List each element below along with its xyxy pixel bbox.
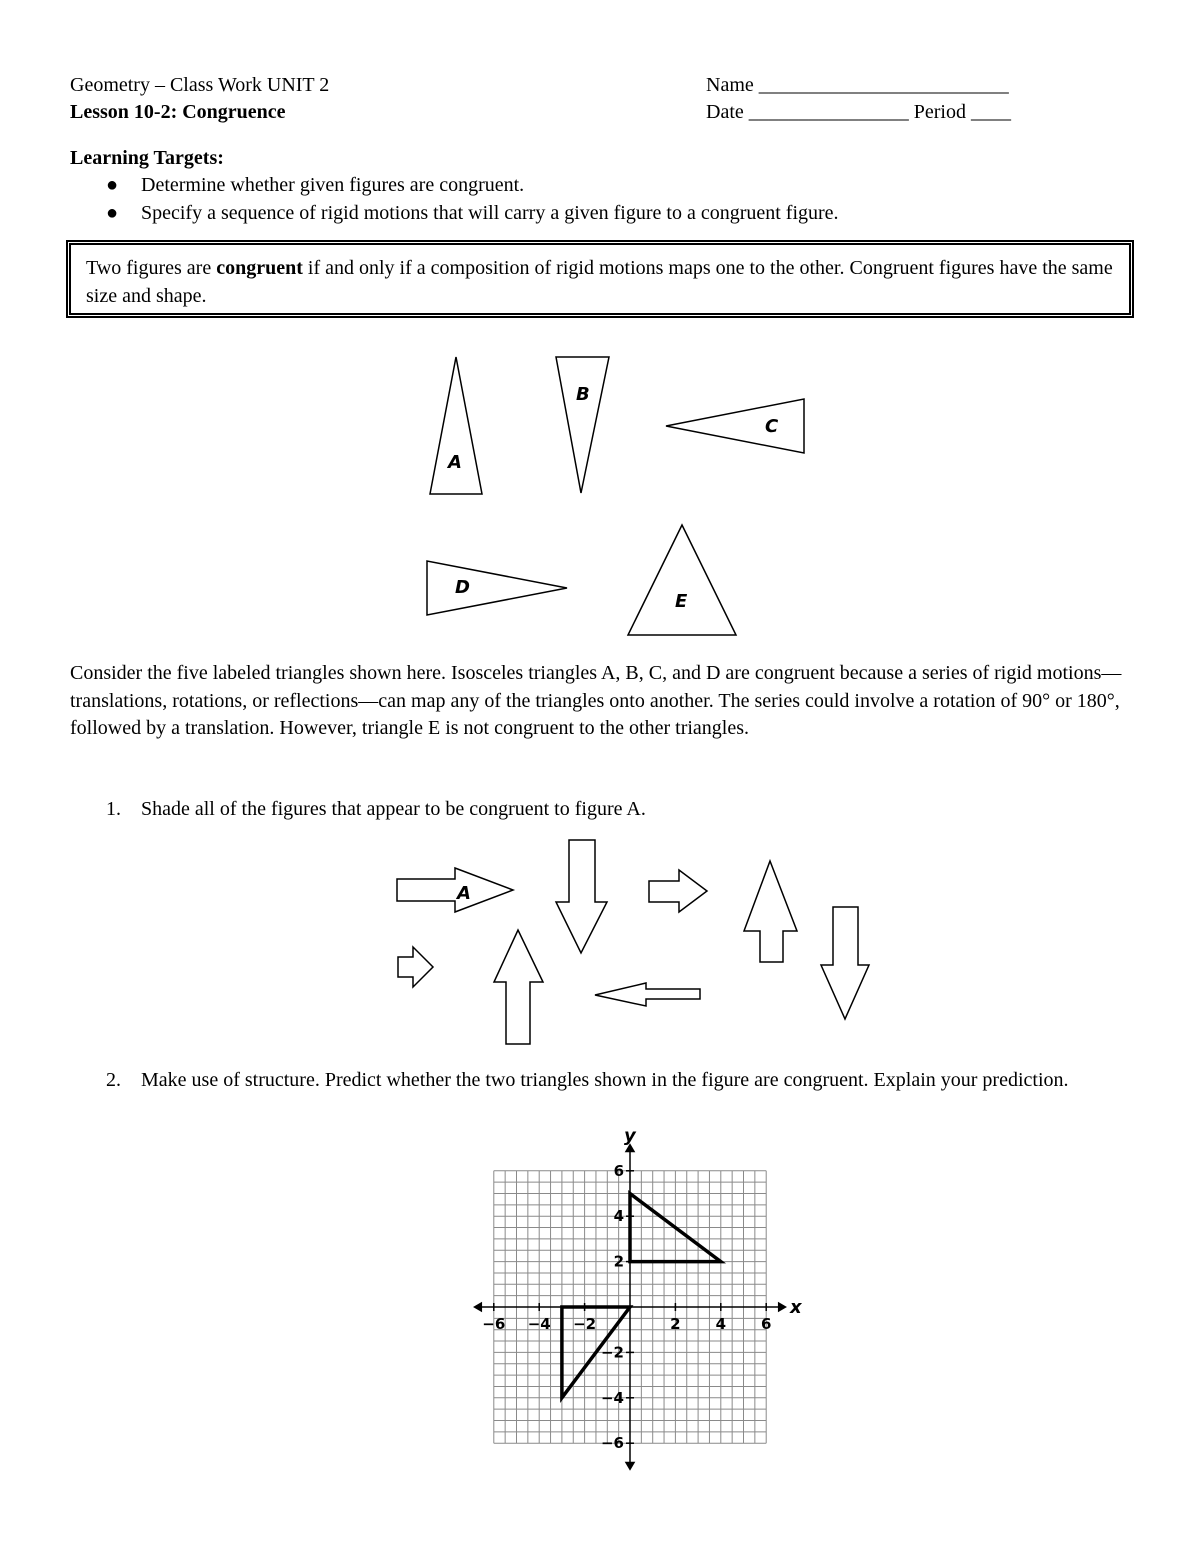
targets-heading: Learning Targets: [70, 147, 224, 169]
target-item: Specify a sequence of rigid motions that will carry a given figure to a congruent figure. [141, 202, 839, 224]
x-tick-label: 2 [670, 1315, 681, 1333]
y-tick-label: −6 [600, 1434, 624, 1453]
y-tick-label: −4 [600, 1388, 624, 1407]
question-2-number: 2. [106, 1069, 121, 1091]
y-tick-label: −2 [600, 1343, 624, 1362]
x-tick-label: −2 [573, 1315, 597, 1333]
definition-term: congruent [216, 257, 303, 279]
name-blank[interactable]: _________________________ [758, 74, 1009, 96]
period-blank[interactable]: ____ [970, 101, 1011, 123]
x-tick-label: −4 [527, 1315, 551, 1333]
name-label: Name [706, 74, 754, 96]
lesson-title: Lesson 10-2: Congruence [70, 101, 286, 123]
x-axis-label: x [790, 1297, 802, 1318]
x-tick-label: 6 [760, 1315, 772, 1333]
x-tick-label: 4 [715, 1315, 727, 1333]
triangle-label: C [765, 416, 779, 437]
triangle-label: A [448, 452, 462, 473]
question-1-number: 1. [106, 798, 121, 820]
target-item: Determine whether given figures are congruent. [141, 174, 525, 196]
bullet-icon: ● [106, 202, 119, 224]
bullet-icon: ● [106, 174, 119, 196]
arrowhead-icon [475, 1303, 482, 1311]
triangle-label: E [675, 591, 688, 612]
date-label: Date [706, 101, 744, 123]
date-blank[interactable]: ________________ [748, 101, 909, 123]
arrowhead-icon [626, 1462, 634, 1469]
y-tick-label: 2 [613, 1252, 624, 1271]
y-tick-label: 4 [613, 1207, 624, 1226]
y-tick-label: 6 [613, 1161, 624, 1180]
triangle-label: D [455, 577, 470, 598]
triangle-label: B [576, 384, 590, 405]
x-tick-label: −6 [482, 1315, 506, 1333]
question-2-text: Make use of structure. Predict whether the two triangles shown in the figure are congruent. Explain your prediction. [141, 1069, 1069, 1091]
arrow-label: A [457, 883, 471, 904]
period-label: Period [913, 101, 966, 123]
y-axis-label: y [624, 1125, 636, 1147]
definition-text: Two figures are congruent if and only if a composition of rigid motions maps one to the other. Congruent figures have the same size and shape. [86, 257, 1113, 307]
question-1-text: Shade all of the figures that appear to be congruent to figure A. [141, 798, 646, 820]
intro-paragraph: Consider the five labeled triangles shown here. Isosceles triangles A, B, C, and D are congruent because a series of rigid motions—translations, rotations, or reflections—can map any of the triangles onto another. The series could involve a rotation of 90° or 180°, followed by a translation. However, triangle E is not congruent to the other triangles. [70, 662, 1122, 739]
course-title: Geometry – Class Work UNIT 2 [70, 74, 330, 96]
arrowhead-icon [779, 1303, 786, 1311]
